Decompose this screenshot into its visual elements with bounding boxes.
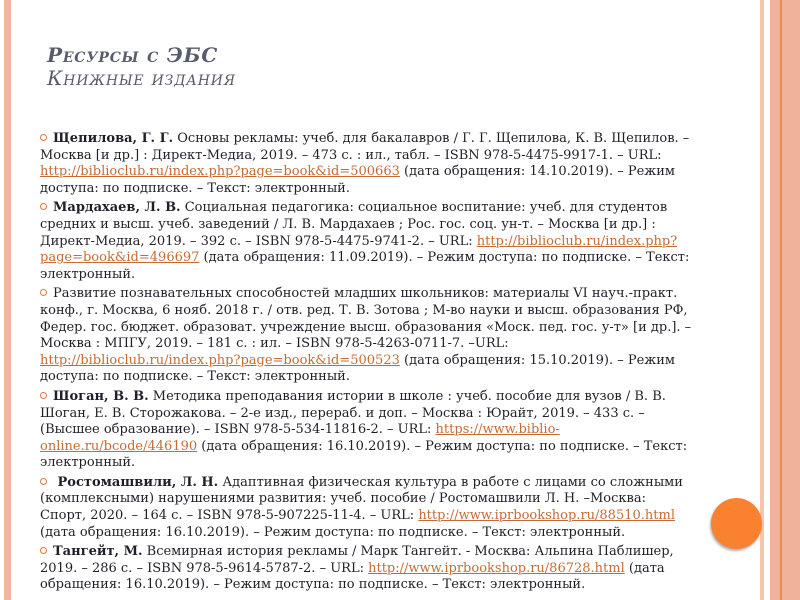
right-accent-stripe-thin: [760, 0, 764, 600]
page-title-line-2: Книжные издания: [47, 66, 236, 90]
decorative-circle: [711, 498, 762, 549]
reference-link[interactable]: http://biblioclub.ru/index.php?page=book&id=500663: [40, 164, 400, 180]
reference-author: Шоган, В. В.: [53, 388, 149, 404]
circle-bullet-icon: [40, 203, 47, 210]
page-title: [47, 44, 236, 90]
reference-text: Адаптивная физическая культура в работе с лицами со сложными (комплексными) нарушениями развития: учеб. пособие / Ростомашвили Л. Н. –Москва: Спорт, 2020. – 164 с. – ISBN 978-5-907225-11-4. – URL:: [40, 474, 683, 524]
reference-text-after-link: (дата обращения: 15.10.2019). – Режим доступа: по подписке. – Текст: электронный.: [40, 352, 676, 385]
reference-item: [40, 131, 696, 197]
reference-text: Методика преподавания истории в школе : учеб. пособие для вузов / В. В. Шоган, Е. В. Сторожакова. – 2-е изд., перераб. и доп. – Москва : Юрайт, 2019. – 433 с. – (Высшее образование). – ISBN 978-5-534-11816-2. – URL:: [40, 388, 666, 438]
reference-author: Мардахаев, Л. В.: [53, 200, 181, 216]
reference-text-after-link: (дата обращения: 14.10.2019). – Режим доступа: по подписке. – Текст: электронный.: [40, 164, 676, 196]
reference-item: [40, 389, 696, 472]
reference-text: Социальная педагогика: социальное воспитание: учеб. для студентов средних и высш. учеб. заведений / Л. В. Мардахаев ; Рос. гос. соц. ун-т. – Москва [и др.] : Директ-Медиа, 2019. – 392 с. – ISBN 978-5-4475-9741-2. – URL:: [40, 200, 668, 249]
circle-bullet-icon: [40, 547, 47, 554]
reference-link[interactable]: http://www.iprbookshop.ru/86728.html: [368, 560, 625, 576]
reference-text-after-link: (дата обращения: 16.10.2019). – Режим доступа: по подписке. – Текст: электронный.: [40, 560, 665, 593]
reference-text: Всемирная история рекламы / Марк Тангейт. - Москва: Альпина Паблишер, 2019. – 286 с. – ISBN 978-5-9614-5787-2. – URL:: [40, 544, 674, 576]
right-accent-stripe-wide: [770, 0, 800, 600]
reference-author: Тангейт, М.: [53, 544, 143, 560]
reference-link[interactable]: https://www.biblio-online.ru/bcode/446190: [40, 422, 560, 454]
reference-link[interactable]: http://biblioclub.ru/index.php?page=book&id=500523: [40, 352, 400, 368]
circle-bullet-icon: [40, 392, 47, 399]
circle-bullet-icon: [40, 134, 47, 141]
reference-text-after-link: (дата обращения: 16.10.2019). – Режим доступа: по подписке. – Текст: электронный.: [40, 438, 688, 471]
reference-item: [40, 200, 696, 283]
reference-text-after-link: (дата обращения: 16.10.2019). – Режим доступа: по подписке. – Текст: электронный.: [40, 524, 626, 540]
left-accent-bar: [4, 0, 11, 600]
reference-link[interactable]: http://www.iprbookshop.ru/88510.html: [418, 508, 675, 524]
reference-link[interactable]: http://biblioclub.ru/index.php?page=book&id=496697: [40, 233, 678, 266]
reference-text: Развитие познавательных способностей младших школьников: материалы VI науч.-практ. конф., г. Москва, 6 нояб. 2018 г. / отв. ред. Т. В. Зотова ; М-во науки и высш. образования РФ, Федер. гос. бюджет. образоват. учреждение высш. образования «Моск. пед. гос. у-т» [и др.]. – Москва : МПГУ, 2019. – 181 с. : ил. – ISBN 978-5-4263-0711-7. –URL:: [40, 286, 692, 352]
reference-text-after-link: (дата обращения: 11.09.2019). – Режим доступа: по подписке. – Текст: электронный.: [40, 250, 690, 282]
reference-item: [40, 286, 696, 386]
reference-text: Основы рекламы: учеб. для бакалавров / Г. Г. Щепилова, К. В. Щепилов. – Москва [и др.] : Директ-Медиа, 2019. – 473 с. : ил., табл. – ISBN 978-5-4475-9917-1. – URL:: [40, 131, 690, 163]
reference-item: [40, 475, 696, 541]
reference-item: [40, 544, 696, 594]
reference-author: Ростомашвили, Л. Н.: [53, 474, 219, 490]
right-accent-stripe-line: [780, 0, 782, 600]
circle-bullet-icon: [40, 478, 47, 485]
reference-author: Щепилова, Г. Г.: [53, 131, 174, 146]
reference-list: [40, 131, 696, 597]
page-title-line-1: Ресурсы с ЭБС: [47, 43, 219, 67]
circle-bullet-icon: [40, 289, 47, 296]
